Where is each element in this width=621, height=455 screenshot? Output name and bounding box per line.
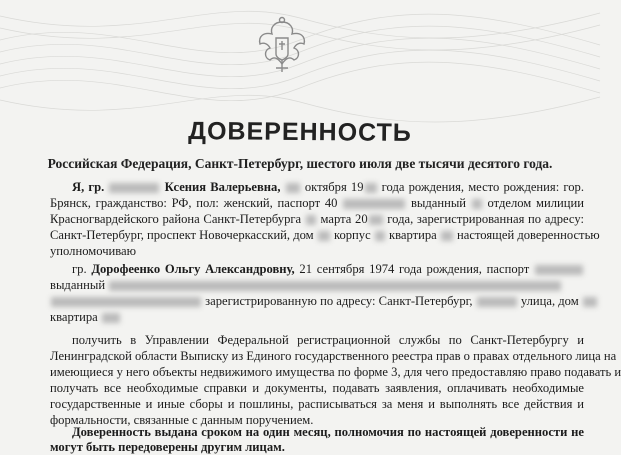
redacted-surname — [109, 183, 159, 193]
redacted-day — [286, 183, 300, 193]
principal-line-3: Красногвардейского района Санкт-Петербурга марта 20 года, зарегистрированная по адресу: — [50, 212, 584, 226]
document-title: ДОВЕРЕННОСТЬ — [188, 117, 412, 147]
purpose-line-6: формальности, связанные с данным поручением. — [50, 413, 314, 427]
redacted-house — [318, 231, 330, 241]
attorney-line-1: гр. Дорофеенко Ольгу Александровну, 21 сентября 1974 года рождения, паспорт — [50, 262, 584, 277]
purpose-line-3: имеющиеся у него объекты недвижимого имущества по форме 3, для чего предоставляю право подавать и — [50, 365, 621, 379]
attorney-name: Дорофеенко Ольгу Александровну, — [91, 262, 295, 276]
redacted-department-number — [472, 199, 482, 209]
redacted-issuing-authority — [109, 281, 561, 291]
purpose-line-5: государственные и иные сборы и пошлины, расписываться за меня и выполнять все действия и — [50, 397, 584, 411]
redacted-year — [365, 183, 377, 193]
validity-line-2: могут быть передоверены другим лицам. — [50, 440, 285, 454]
principal-line-4: Санкт-Петербург, проспект Новочеркасский, дом корпус квартира настоящей доверенностью — [50, 228, 600, 242]
principal-line-1: Я, гр. Ксения Валерьевна, октября 19 года рождения, место рождения: гор. — [72, 180, 584, 194]
redacted-building — [375, 231, 385, 241]
redacted-issue-day — [306, 215, 316, 225]
redacted-issue-year — [369, 215, 383, 225]
purpose-line-1: получить в Управлении Федеральной регистрационной службы по Санкт-Петербургу и — [72, 333, 584, 347]
principal-name: Ксения Валерьевна, — [164, 180, 281, 194]
attorney-line-2: выданный — [50, 278, 584, 293]
redacted-issue-details — [51, 297, 201, 307]
redacted-street — [477, 297, 517, 307]
document-place-date: Российская Федерация, Санкт-Петербург, шестого июля две тысячи десятого года. — [47, 156, 553, 171]
principal-line-5: уполномочиваю — [50, 244, 137, 258]
validity-line-1: Доверенность выдана сроком на один месяц, полномочия по настоящей доверенности не — [72, 425, 584, 439]
attorney-line-4: квартира — [50, 310, 584, 325]
attorney-line-3: зарегистрированную по адресу: Санкт-Петербург, улица, дом — [50, 294, 584, 309]
redacted-passport-number — [343, 199, 405, 209]
coat-of-arms-emblem — [254, 16, 310, 78]
redacted-apartment — [441, 231, 453, 241]
redacted-attorney-passport — [535, 265, 583, 275]
purpose-line-4: получать все необходимые справки и документы, подавать заявления, оплачивать необходимые — [50, 381, 584, 395]
principal-line-2: Брянск, гражданство: РФ, пол: женский, паспорт 40 выданный отделом милиции — [50, 196, 584, 210]
purpose-line-2: Ленинградской области Выписку из Единого государственного реестра прав о правах отдельного лица на — [50, 349, 617, 363]
redacted-attorney-apartment — [102, 313, 120, 323]
redacted-attorney-house — [583, 297, 597, 307]
